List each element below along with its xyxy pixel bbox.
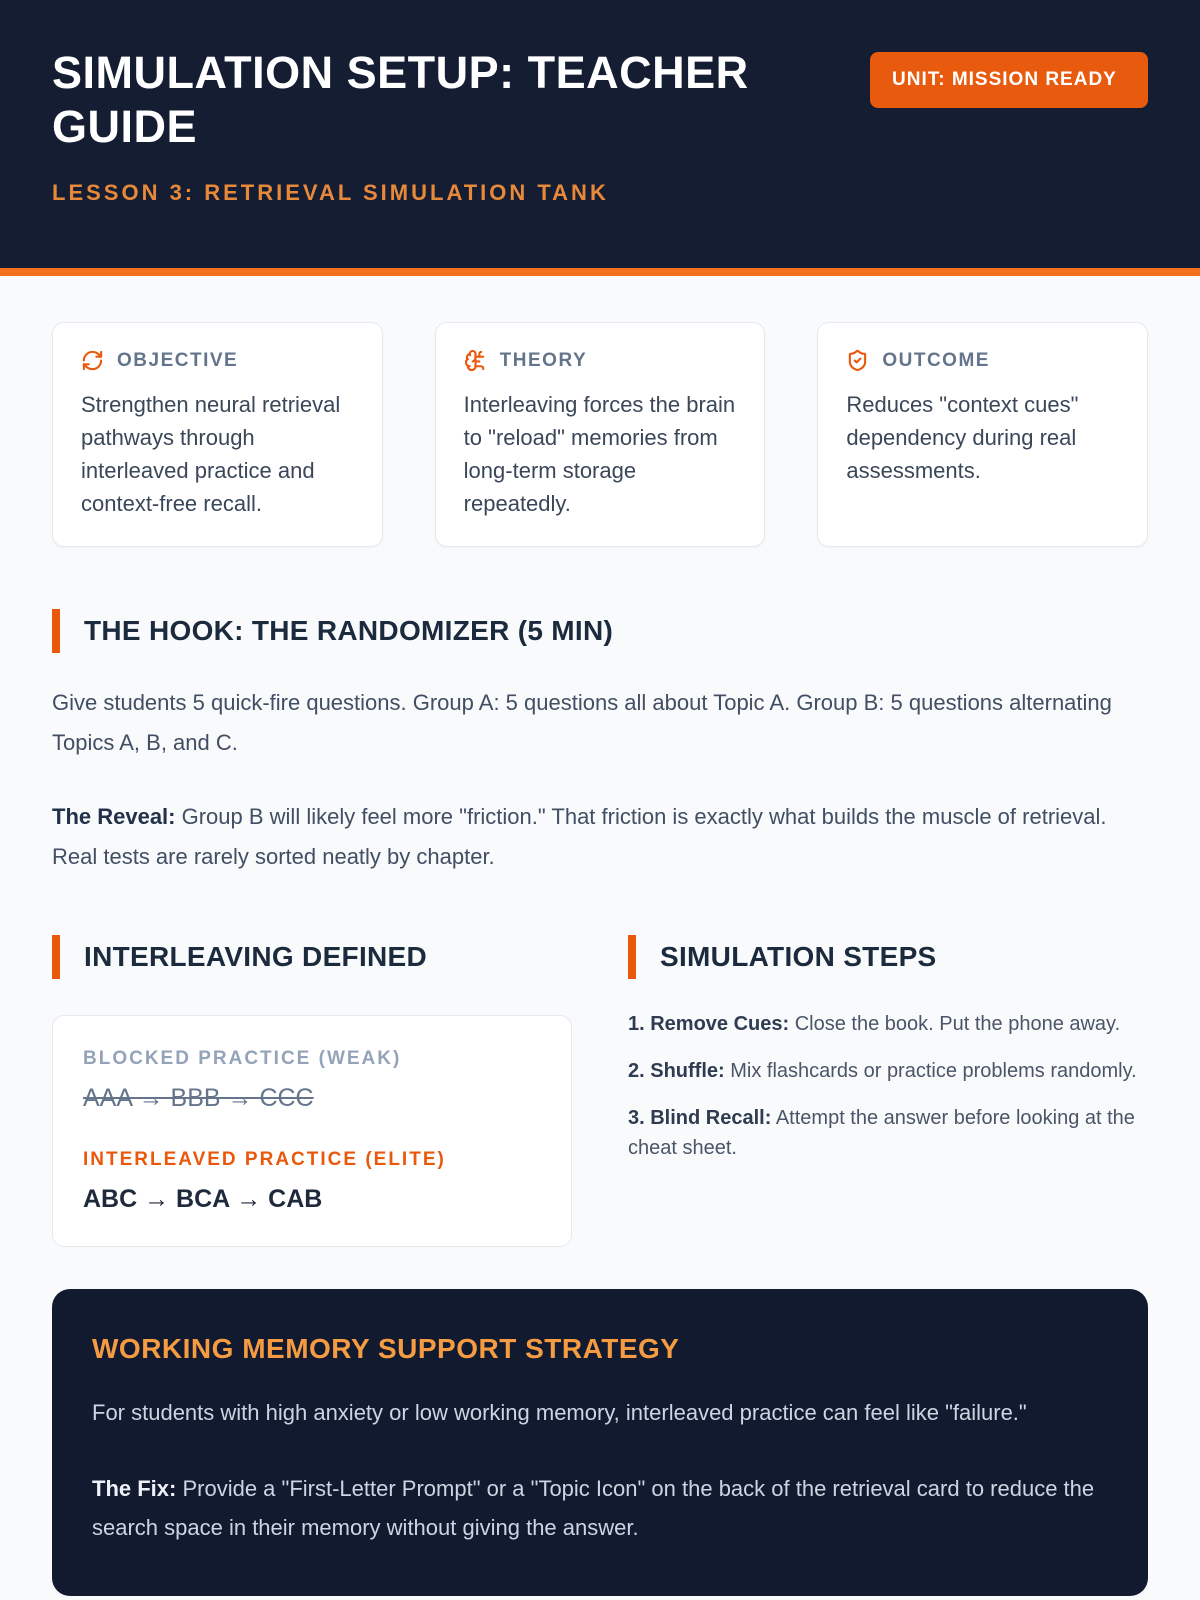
orange-accent-bar: [628, 935, 636, 979]
fix-paragraph: [92, 1469, 1108, 1548]
step-1-label: 1. Remove Cues:: [628, 1013, 790, 1036]
steps-heading-text: SIMULATION STEPS: [660, 941, 937, 973]
blocked-practice-label: BLOCKED PRACTICE (WEAK): [83, 1048, 402, 1070]
interleaving-heading: [52, 935, 572, 979]
step-2-label: 2. Shuffle:: [628, 1060, 725, 1083]
support-heading-text: WORKING MEMORY SUPPORT STRATEGY: [92, 1333, 680, 1365]
objective-label: OBJECTIVE: [117, 349, 239, 371]
reveal-paragraph: [52, 797, 1148, 877]
page-header: [0, 0, 1200, 276]
outcome-text: Reduces "context cues" dependency during real assessments.: [846, 392, 1079, 483]
step-item-2: [628, 1056, 1148, 1086]
brain-icon: [464, 349, 487, 372]
hook-section: [52, 609, 1148, 877]
page-title: SIMULATION SETUP: TEACHER GUIDE: [52, 47, 749, 152]
fix-text: Provide a "First-Letter Prompt" or a "Topic Icon" on the back of the retrieval card to reduce the search space in their memory without giving the answer.: [92, 1475, 1095, 1541]
two-column-section: [52, 935, 1148, 1247]
theory-card-header: [464, 349, 737, 372]
interleaving-column: [52, 935, 572, 1247]
step-1-text: Close the book. Put the phone away.: [789, 1013, 1121, 1036]
header-title-block: [52, 46, 842, 206]
theory-label: THEORY: [499, 349, 588, 371]
refresh-icon: [81, 349, 104, 372]
interleaved-practice-label: INTERLEAVED PRACTICE (ELITE): [83, 1149, 446, 1171]
interleaved-practice-sequence: ABC → BCA → CAB: [83, 1185, 323, 1214]
working-memory-support-card: [52, 1289, 1148, 1596]
outcome-label: OUTCOME: [882, 349, 990, 371]
step-3-text: Attempt the answer before looking at the cheat sheet.: [628, 1107, 1135, 1160]
theory-text: Interleaving forces the brain to "reload" memories from long-term storage repeatedly.: [463, 392, 736, 516]
step-item-3: [628, 1103, 1148, 1163]
support-paragraph: For students with high anxiety or low working memory, interleaved practice can feel like "failure.": [92, 1400, 1027, 1426]
objective-card-header: [81, 349, 354, 372]
step-3-label: 3. Blind Recall:: [628, 1107, 772, 1130]
fix-label: The Fix:: [92, 1475, 177, 1501]
practice-comparison-card: [52, 1015, 572, 1247]
reveal-label: The Reveal:: [52, 804, 176, 830]
summary-cards-row: [52, 322, 1148, 547]
outcome-card-header: [846, 349, 1119, 372]
step-2-text: Mix flashcards or practice problems randomly.: [724, 1060, 1137, 1083]
hook-section-heading: [52, 609, 1148, 653]
interleaving-heading-text: INTERLEAVING DEFINED: [84, 941, 428, 973]
steps-column: [628, 935, 1148, 1247]
reveal-text: Group B will likely feel more "friction." That friction is exactly what builds the muscle of retrieval. Real tests are rarely sorted neatly by chapter.: [52, 804, 1107, 870]
orange-accent-bar: [52, 935, 60, 979]
objective-text: Strengthen neural retrieval pathways through interleaved practice and context-free recall.: [81, 392, 341, 516]
orange-accent-bar: [52, 609, 60, 653]
blocked-practice-sequence: AAA → BBB → CCC: [83, 1084, 314, 1113]
hook-heading-text: THE HOOK: THE RANDOMIZER (5 MIN): [84, 615, 614, 646]
theory-card: [435, 322, 766, 547]
unit-status-badge: UNIT: MISSION READY: [870, 52, 1148, 108]
shield-check-icon: [846, 349, 869, 372]
page-body: [0, 322, 1200, 1596]
outcome-card: [817, 322, 1148, 547]
hook-paragraph: Give students 5 quick-fire questions. Group A: 5 questions all about Topic A. Group B: 5 questions alternating Topics A, B, and C.: [52, 690, 1112, 756]
simulation-steps-list: [628, 1009, 1148, 1163]
steps-heading: [628, 935, 1148, 979]
step-item-1: [628, 1009, 1148, 1039]
objective-card: [52, 322, 383, 547]
lesson-subtitle: LESSON 3: RETRIEVAL SIMULATION TANK: [52, 180, 609, 205]
